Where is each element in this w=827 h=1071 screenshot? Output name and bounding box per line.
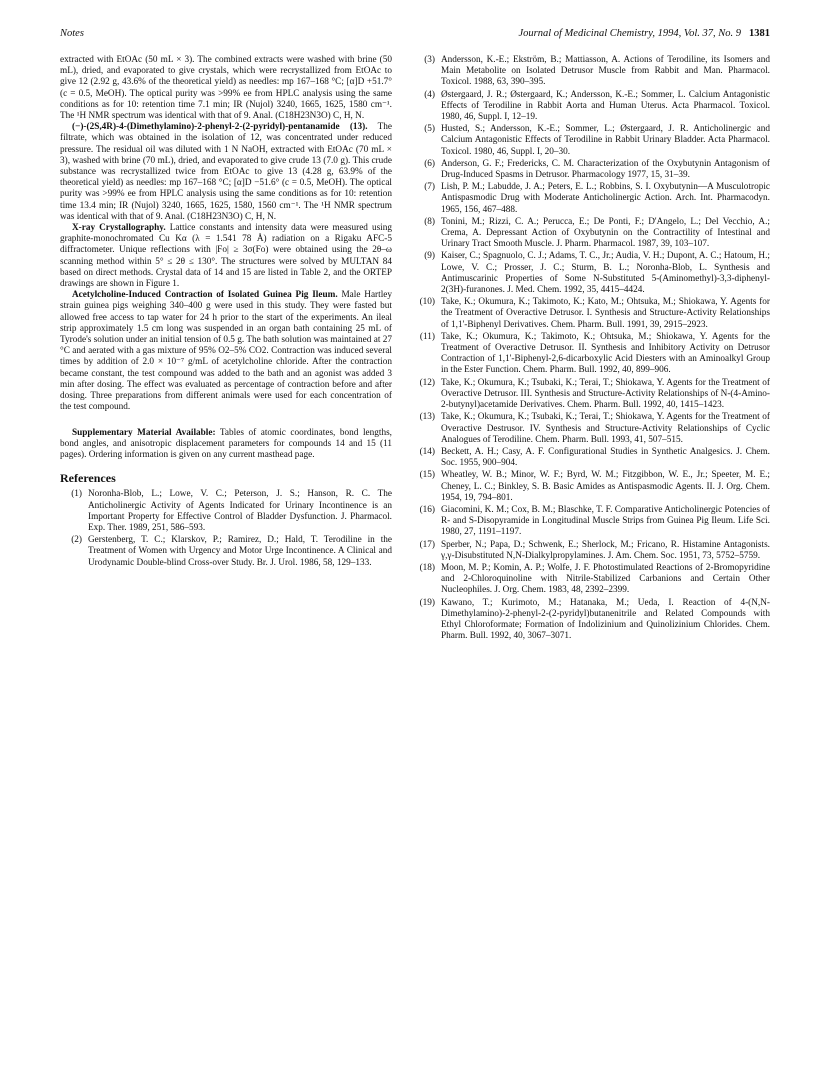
acetylcholine-text: Male Hartley strain guinea pigs weighing 340–400 g were used in this study. They were fasted but allowed free access to tap water for 24 h prior to the start of the experiments. An ileal strip approximately 1.5 cm long was suspended in an organ bath containing 25 mL of Tyrode's solution under an initial tension of 0.5 g. The bath solution was maintained at 27 °C and aerated with a gas mixture of 95% O2–5% CO2. Contraction was induced several times by addition of 2.0 × 10⁻⁷ g/mL of acetylcholine chloride. After the contraction became constant, the test compound was added to the bath and an agonist was added 3 min after dosing. The effect was evaluated as percentage of contraction before and after dosing. Three preparations from different animals were used for each concentration of the test compound. [60, 290, 393, 413]
reference-number: (15) [419, 470, 435, 481]
reference-item [413, 182, 770, 216]
reference-number: (13) [419, 412, 435, 423]
reference-text: Kawano, T.; Kurimoto, M.; Hatanaka, M.; Ueda, I. Reaction of 4-(N,N-Dimethylamino)-2-phenyl-2-(2-pyridyl)butanenitrile and Related Compounds with Ethyl Chloroformate; Formation of Indolizinium and Quinolizinium Chlorides. Chem. Pharm. Bull. 1992, 40, 3067–3071. [441, 597, 770, 642]
reference-text: Noronha-Blob, L.; Lowe, V. C.; Peterson, J. S.; Hanson, R. C. The Anticholinergic Activity of Agents Indicated for Urinary Incontinence is an Important Property for Effective Control of Bladder Dysfunction. J. Pharmacol. Exp. Ther. 1989, 251, 586–593. [88, 489, 392, 533]
reference-number: (19) [419, 597, 435, 608]
reference-item [413, 251, 770, 296]
reference-number: (18) [419, 562, 435, 573]
page-header [60, 28, 770, 44]
reference-item [413, 55, 770, 89]
reference-item [413, 470, 770, 504]
reference-number: (5) [424, 124, 435, 135]
reference-text: Østergaard, J. R.; Østergaard, K.; Andersson, K.-E.; Sommer, L. Calcium Antagonistic Effects of Terodiline in Rabbit Aorta and Human Uterus. Acta Pharmacol. Toxicol. 1980, 46, Suppl. I, 12–19. [441, 89, 770, 123]
reference-item [413, 159, 770, 181]
left-column [60, 55, 392, 570]
references-heading: References [60, 471, 116, 486]
supplementary-text: Tables of atomic coordinates, bond lengths, bond angles, and anisotropic displacement parameters for compounds 14 and 15 (11 pages). Ordering information is given on any current masthead page. [60, 427, 392, 460]
reference-text: Take, K.; Okumura, K.; Tsubaki, K.; Terai, T.; Shiokawa, Y. Agents for the Treatment of Overactive Detrusor. III. Synthesis and Structure-Activity Relationships of N-(4-Amino-2-butynyl)acetamide Derivatives. Chem. Pharm. Bull. 1992, 40, 1415–1423. [441, 377, 770, 411]
reference-item [413, 378, 770, 412]
reference-text: Anderson, G. F.; Fredericks, C. M. Characterization of the Oxybutynin Antagonism of Drug-Induced Spasms in Detrusor. Pharmacology 1977, 15, 31–39. [441, 158, 770, 181]
acetylcholine-title: Acetylcholine-Induced Contraction of Isolated Guinea Pig Ileum. [72, 290, 338, 301]
reference-text: Sperber, N.; Papa, D.; Schwenk, E.; Sherlock, M.; Fricano, R. Histamine Antagonists. γ,γ-Disubstituted N,N-Dialkylpropylamines. J. Am. Chem. Soc. 1951, 73, 5752–5759. [441, 539, 770, 561]
reference-item [60, 489, 392, 534]
reference-text: Tonini, M.; Rizzi, C. A.; Perucca, E.; De Ponti, F.; D'Angelo, L.; Del Vecchio, A.; Crema, A. Depressant Action of Oxybutynin on the Contractility of Intestinal and Urinary Tract Smooth Muscle. J. Pharm. Pharmacol. 1987, 39, 103–107. [441, 216, 770, 250]
reference-number: (4) [424, 89, 435, 100]
reference-number: (2) [71, 535, 82, 546]
references-list-left [60, 489, 392, 568]
supplementary-title: Supplementary Material Available: [72, 427, 216, 438]
reference-text: Gerstenberg, T. C.; Klarskov, P.; Ramirez, D.; Hald, T. Terodiline in the Treatment of Women with Urgency and Motor Urge Incontinence. A Clinical and Urodynamic Double-blind Cross-over Study. Br. J. Urol. 1986, 58, 129–133. [88, 535, 392, 568]
reference-text: Andersson, K.-E.; Ekström, B.; Mattiasson, A. Actions of Terodiline, its Isomers and Main Metabolite on Isolated Detrusor Muscle from Rabbit and Man. Pharmacol. Toxicol. 1988, 63, 390–395. [441, 55, 770, 88]
reference-number: (8) [424, 216, 435, 227]
references-list-right [413, 55, 770, 642]
paragraph-compound-13 [60, 122, 392, 223]
xray-title: X-ray Crystallography. [72, 223, 166, 234]
paragraph-synthesis-12: extracted with EtOAc (50 mL × 3). The combined extracts were washed with brine (50 mL), dried, and evaporated to give crystals, which were recrystallized from EtOAc to give 12 (2.92 g, 43.6% of the theoretical yield) as needles: mp 167–168 °C; [α]D +51.7° (c = 0.5, MeOH). The optical purity was >99% ee from HPLC analysis using the same conditions as for 10: retention time 7.1 min; IR (Nujol) 3240, 1665, 1625, 1580 cm⁻¹. The ¹H NMR spectrum was identical with that of 9. Anal. (C18H23N3O) C, H, N. [60, 55, 392, 122]
reference-number: (1) [71, 489, 82, 500]
reference-text: Take, K.; Okumura, K.; Tsubaki, K.; Terai, T.; Shiokawa, Y. Agents for the Treatment of Overactive Destrusor. IV. Synthesis and Structure-Activity Relationships of Cyclic Analogues of Terodiline. Chem. Pharm. Bull. 1993, 41, 507–515. [441, 412, 770, 445]
reference-item [413, 598, 770, 643]
reference-item [413, 297, 770, 331]
reference-text: Wheatley, W. B.; Minor, W. F.; Byrd, W. M.; Fitzgibbon, W. E., Jr.; Speeter, M. E.; Cheney, L. C.; Binkley, S. B. Basic Amides as Antispasmodic Agents. II. J. Org. Chem. 1954, 19, 794–801. [441, 470, 770, 503]
journal-citation [518, 28, 770, 39]
reference-item [413, 447, 770, 469]
reference-item [413, 90, 770, 124]
reference-item [413, 217, 770, 251]
reference-item [413, 505, 770, 539]
reference-number: (10) [419, 297, 435, 308]
paragraph-acetylcholine [60, 290, 392, 413]
reference-number: (3) [424, 55, 435, 65]
section-label: Notes [60, 28, 84, 39]
reference-item [413, 540, 770, 562]
reference-number: (9) [424, 251, 435, 262]
reference-item [413, 412, 770, 446]
reference-number: (11) [419, 331, 435, 342]
reference-item [413, 124, 770, 158]
reference-text: Lish, P. M.; Labudde, J. A.; Peters, E. L.; Robbins, S. I. Oxybutynin—A Musculotropic Antispasmodic Drug with Moderate Anticholinergic Action. Arch. Int. Pharmacodyn. 1965, 156, 467–488. [441, 182, 770, 215]
reference-text: Take, K.; Okumura, K.; Takimoto, K.; Ohtsuka, M.; Shiokawa, Y. Agents for the Treatment of Overactive Detrusor. II. Synthesis and Inhibitory Activity on Detrusor Contraction of 1,1'-Biphenyl-2,6-dicarboxylic Acid Diesters with an Aminoalkyl Group in the Ester Function. Chem. Pharm. Bull. 1992, 40, 899–906. [441, 331, 770, 376]
right-column [413, 55, 770, 643]
reference-text: Moon, M. P.; Komin, A. P.; Wolfe, J. F. Photostimulated Reactions of 2-Bromopyridine and 2-Chloroquinoline with Nitrile-Stabilized Carbanions and Certain Other Nucleophiles. J. Org. Chem. 1983, 48, 2392–2399. [441, 562, 770, 596]
compound-13-title: (−)-(2S,4R)-4-(Dimethylamino)-2-phenyl-2-(2-pyridyl)-pentanamide (13). [72, 122, 368, 133]
reference-text: Giacomini, K. M.; Cox, B. M.; Blaschke, T. F. Comparative Anticholinergic Potencies of R- and S-Disopyramide in Longitudinal Muscle Strips from Guinea Pig Ileum. Life Sci. 1980, 27, 1191–1197. [441, 504, 770, 538]
xray-text: Lattice constants and intensity data were measured using graphite-monochromated Cu Kα (λ = 1.541 78 Å) radiation on a Rigaku AFC-5 diffractometer. Unique reflections with |Fo| ≥ 3σ(Fo) were obtained using the 2θ–ω scanning method within 5° ≤ 2θ ≤ 130°. The structures were solved by MULTAN 84 based on direct methods. Crystal data of 14 and 15 are listed in Table 2, and the ORTEP drawings are shown in Figure 1. [60, 223, 392, 290]
reference-number: (7) [424, 182, 435, 193]
reference-text: Husted, S.; Andersson, K.-E.; Sommer, L.; Østergaard, J. R. Anticholinergic and Calcium Antagonistic Effects of Terodiline in Rabbit Urinary Bladder. Acta Pharmacol. Toxicol. 1980, 46, Suppl. I, 20–30. [441, 124, 770, 157]
reference-number: (14) [419, 446, 435, 457]
journal-name: Journal of Medicinal Chemistry, 1994, Vol. 37, No. 9 [518, 28, 741, 39]
reference-item [60, 535, 392, 569]
reference-text: Take, K.; Okumura, K.; Takimoto, K.; Kato, M.; Ohtsuka, M.; Shiokawa, Y. Agents for the Treatment of Overactive Detrusor. I. Synthesis and Structure-Activity Relationships of 1,1'-Biphenyl Derivatives. Chem. Pharm. Bull. 1991, 39, 2915–2923. [441, 297, 770, 330]
reference-item [413, 332, 770, 377]
supplementary-material [60, 428, 392, 462]
reference-text: Kaiser, C.; Spagnuolo, C. J.; Adams, T. C., Jr.; Audia, V. H.; Dupont, A. C.; Hatoum, H.; Lowe, V. C.; Prosser, J. C.; Sturm, B. L.; Noronha-Blob, L. Synthesis and Antimuscarinic Properties of Some N-Substituted 5-(Aminomethyl)-3,3-diphenyl-2(3H)-furanones. J. Med. Chem. 1992, 35, 4415–4424. [441, 251, 770, 296]
reference-text: Beckett, A. H.; Casy, A. F. Configurational Studies in Synthetic Analgesics. J. Chem. Soc. 1955, 900–904. [441, 446, 770, 469]
page-number: 1381 [749, 28, 770, 39]
reference-number: (12) [419, 377, 435, 388]
compound-13-text: The filtrate, which was obtained in the isolation of 12, was concentrated under reduced pressure. The residual oil was diluted with 1 N NaOH, extracted with EtOAc (70 mL × 3), washed with brine (70 mL), dried, and evaporated to give crude 13 (7.0 g). This crude substance was recrystallized twice from EtOAc to give 13 (4.28 g, 63.9% of the theoretical yield) as needles: mp 167–168 °C; [α]D −51.6° (c = 0.5, MeOH). The optical purity was >99% ee from HPLC analysis using the same conditions as for 10: retention time 13.4 min; IR (Nujol) 3240, 1665, 1625, 1580, 1560 cm⁻¹. The ¹H NMR spectrum was identical with that of 9. Anal. (C18H23N3O) C, H, N. [60, 122, 392, 222]
reference-number: (17) [419, 539, 435, 550]
reference-item [413, 563, 770, 597]
reference-number: (16) [419, 504, 435, 515]
paragraph-xray [60, 223, 392, 290]
reference-number: (6) [424, 158, 435, 169]
